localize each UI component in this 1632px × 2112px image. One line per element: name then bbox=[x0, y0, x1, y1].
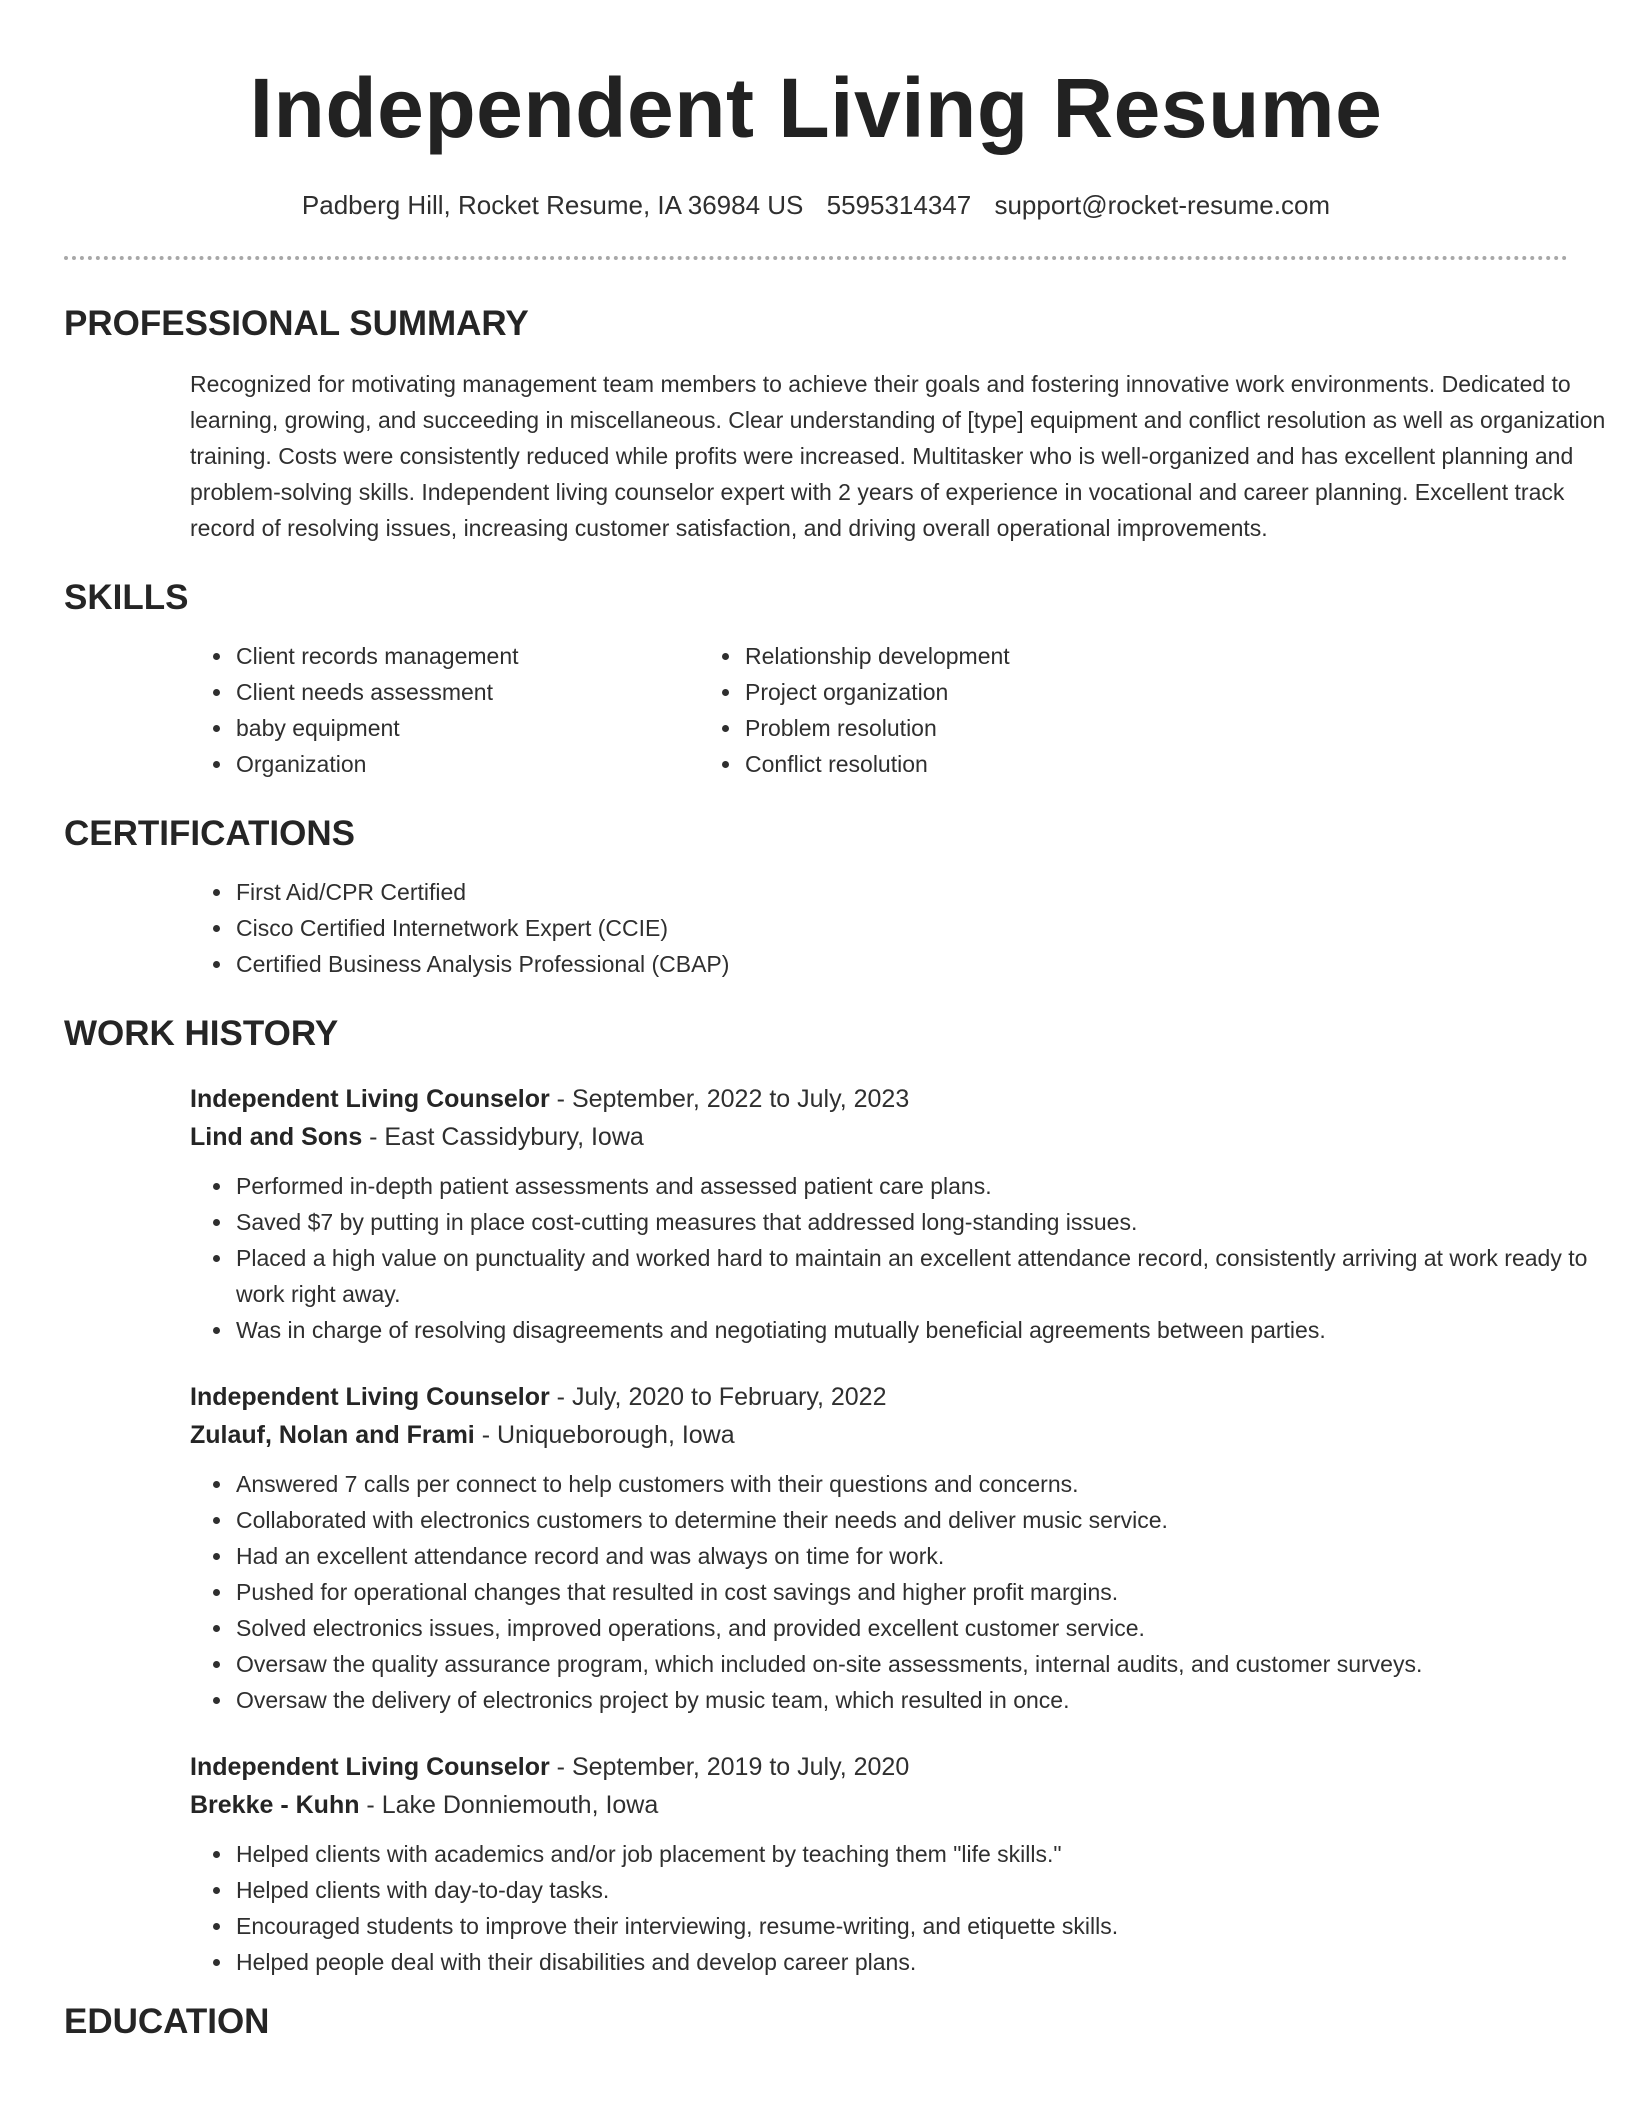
job-title-line bbox=[190, 1378, 1568, 1416]
job-dates: - September, 2019 to July, 2020 bbox=[549, 1753, 910, 1781]
header-divider bbox=[64, 256, 1568, 260]
job-duties bbox=[190, 1466, 1624, 1718]
summary-text: Recognized for motivating management team members to achieve their goals and fostering innovative work environments. Dedicated to learning, growing, and succeeding in miscellaneous. Clear understanding of [type] equipment and conflict resolution as well as organization training. Costs were consistently reduced while profits were increased. Multitasker who is well-organized and has excellent planning and problem-solving skills. Independent living counselor expert with 2 years of experience in vocational and career planning. Excellent track record of resolving issues, increasing customer satisfaction, and driving overall operational improvements. bbox=[190, 371, 1606, 541]
job-company: Brekke - Kuhn bbox=[190, 1791, 360, 1819]
job-duties bbox=[190, 1168, 1624, 1348]
certifications-section bbox=[64, 812, 1568, 982]
skill-item: • Client needs assessment bbox=[234, 674, 743, 710]
job-entry bbox=[190, 1378, 1568, 1718]
summary-heading: PROFESSIONAL SUMMARY bbox=[64, 304, 529, 343]
education-section bbox=[64, 2000, 1568, 2044]
skills-heading: SKILLS bbox=[64, 578, 189, 617]
job-company: Zulauf, Nolan and Frami bbox=[190, 1421, 475, 1449]
contact-email: support@rocket-resume.com bbox=[994, 190, 1331, 220]
duty-item: • Performed in-depth patient assessments and assessed patient care plans. bbox=[234, 1168, 1624, 1204]
contact-address: Padberg Hill, Rocket Resume, IA 36984 US bbox=[301, 190, 804, 220]
education-heading: EDUCATION bbox=[64, 2002, 270, 2041]
skill-item: • baby equipment bbox=[234, 710, 743, 746]
job-company-line bbox=[190, 1118, 1568, 1156]
contact-line bbox=[64, 188, 1568, 222]
job-title-line bbox=[190, 1748, 1568, 1786]
certification-item: • Cisco Certified Internetwork Expert (CCIE) bbox=[234, 910, 1568, 946]
duty-item: • Oversaw the quality assurance program, which included on-site assessments, internal audits, and customer surveys. bbox=[234, 1646, 1624, 1682]
skill-item: • Client records management bbox=[234, 638, 743, 674]
certification-item: • First Aid/CPR Certified bbox=[234, 874, 1568, 910]
skill-item: • Organization bbox=[234, 746, 743, 782]
contact-phone: 5595314347 bbox=[826, 190, 972, 220]
job-entry bbox=[190, 1748, 1568, 1980]
summary-section bbox=[64, 302, 1606, 546]
certifications-list bbox=[64, 874, 1568, 982]
job-duties bbox=[190, 1836, 1624, 1980]
duty-item: • Was in charge of resolving disagreements and negotiating mutually beneficial agreements between parties. bbox=[234, 1312, 1624, 1348]
skill-item: • Problem resolution bbox=[743, 710, 1343, 746]
resume-title: Independent Living Resume bbox=[249, 61, 1383, 155]
work-history-section bbox=[64, 1012, 1588, 1980]
skills-grid bbox=[64, 638, 1568, 782]
job-entry bbox=[190, 1080, 1588, 1348]
skills-section bbox=[64, 576, 1568, 782]
skill-item: • Project organization bbox=[743, 674, 1343, 710]
duty-item: • Helped clients with academics and/or job placement by teaching them "life skills." bbox=[234, 1836, 1624, 1872]
job-company-line bbox=[190, 1416, 1568, 1454]
job-location: - Lake Donniemouth, Iowa bbox=[359, 1791, 659, 1819]
job-title-line bbox=[190, 1080, 1568, 1118]
job-role: Independent Living Counselor bbox=[190, 1085, 550, 1113]
duty-item: • Answered 7 calls per connect to help customers with their questions and concerns. bbox=[234, 1466, 1624, 1502]
duty-item: • Saved $7 by putting in place cost-cutting measures that addressed long-standing issues. bbox=[234, 1204, 1624, 1240]
duty-item: • Helped people deal with their disabilities and develop career plans. bbox=[234, 1944, 1624, 1980]
job-company-line bbox=[190, 1786, 1568, 1824]
duty-item: • Had an excellent attendance record and was always on time for work. bbox=[234, 1538, 1624, 1574]
work-history-heading: WORK HISTORY bbox=[64, 1014, 339, 1053]
duty-item: • Encouraged students to improve their interviewing, resume-writing, and etiquette skills. bbox=[234, 1908, 1624, 1944]
duty-item: • Pushed for operational changes that resulted in cost savings and higher profit margins. bbox=[234, 1574, 1624, 1610]
job-location: - East Cassidybury, Iowa bbox=[362, 1123, 644, 1151]
job-dates: - September, 2022 to July, 2023 bbox=[549, 1085, 910, 1113]
job-dates: - July, 2020 to February, 2022 bbox=[549, 1383, 887, 1411]
job-role: Independent Living Counselor bbox=[190, 1753, 550, 1781]
duty-item: • Placed a high value on punctuality and worked hard to maintain an excellent attendance record, consistently arriving at work ready to work right away. bbox=[234, 1240, 1624, 1312]
job-location: - Uniqueborough, Iowa bbox=[474, 1421, 735, 1449]
skill-item: • Relationship development bbox=[743, 638, 1343, 674]
duty-item: • Oversaw the delivery of electronics project by music team, which resulted in once. bbox=[234, 1682, 1624, 1718]
skill-item: • Conflict resolution bbox=[743, 746, 1343, 782]
job-role: Independent Living Counselor bbox=[190, 1383, 550, 1411]
skills-column-2 bbox=[573, 638, 1343, 782]
resume-page bbox=[64, 0, 1606, 2044]
duty-item: • Helped clients with day-to-day tasks. bbox=[234, 1872, 1624, 1908]
duty-item: • Solved electronics issues, improved operations, and provided excellent customer service. bbox=[234, 1610, 1624, 1646]
job-company: Lind and Sons bbox=[190, 1123, 363, 1151]
duty-item: • Collaborated with electronics customers to determine their needs and deliver music service. bbox=[234, 1502, 1624, 1538]
certifications-heading: CERTIFICATIONS bbox=[64, 814, 356, 853]
certification-item: • Certified Business Analysis Professional (CBAP) bbox=[234, 946, 1568, 982]
